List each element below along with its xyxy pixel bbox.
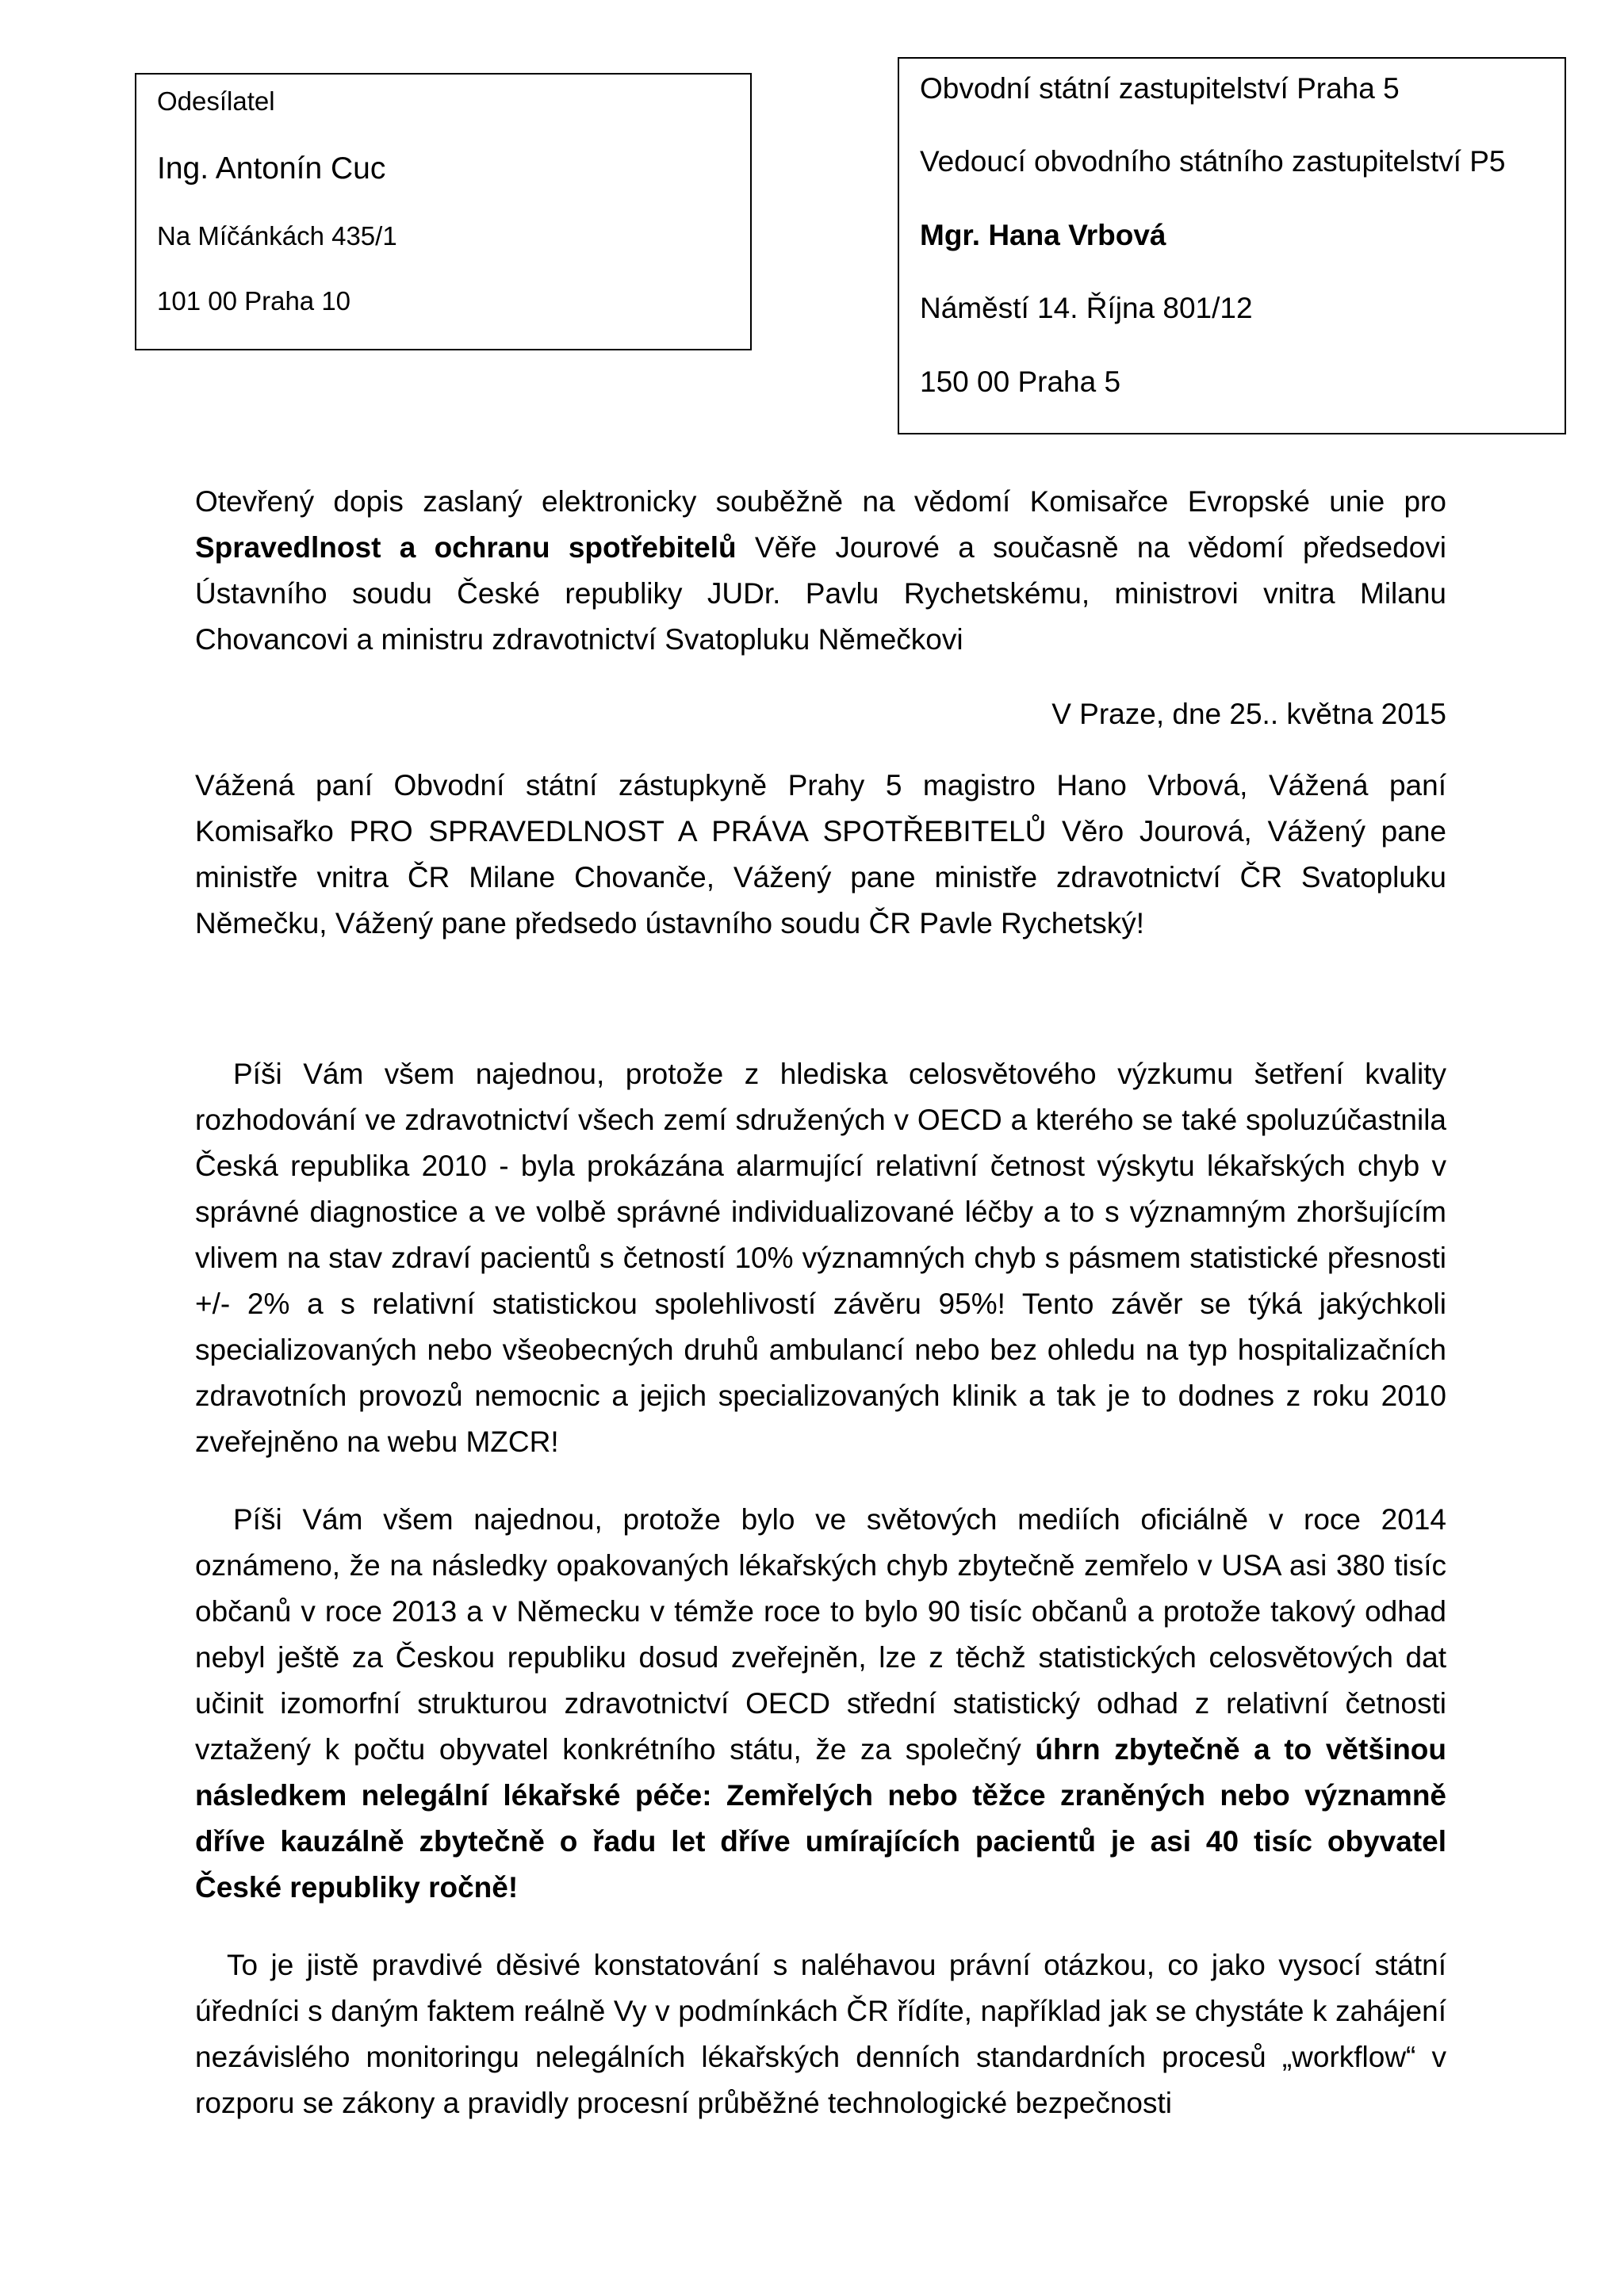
intro-paragraph — [195, 479, 1446, 663]
salutation-paragraph: Vážená paní Obvodní státní zástupkyně Prahy 5 magistro Hano Vrbová, Vážená paní Komisařko PRO SPRAVEDLNOST A PRÁVA SPOTŘEBITELŮ Věro Jourová, Vážený pane ministře vnitra ČR Milane Chovanče, Vážený pane ministře zdravotnictví ČR Svatopluku Němečku, Vážený pane předsedo ústavního soudu ČR Pavle Rychetský! — [195, 769, 1446, 939]
sender-street: Na Míčánkách 435/1 — [157, 221, 397, 251]
intro-text-end: Věře Jourové a současně na vědomí předsedovi Ústavního soudu České republiky JUDr. Pavlu Rychetskému, ministrovi vnitra Milanu Chovancovi a ministru zdravotnictví Svatopluku Němečkovi — [195, 531, 1446, 656]
intro-text-start: Otevřený dopis zaslaný elektronicky souběžně na vědomí Komisařce Evropské unie pro — [195, 485, 1446, 518]
recipient-office: Obvodní státní zastupitelství Praha 5 — [920, 72, 1400, 105]
recipient-city: 150 00 Praha 5 — [920, 365, 1121, 398]
sender-name: Ing. Antonín Cuc — [157, 151, 386, 186]
sender-city: 101 00 Praha 10 — [157, 285, 351, 316]
recipient-address-box — [898, 57, 1566, 434]
body-paragraph-2-bold-text: úhrn zbytečně a to většinou následkem nelegální lékařské péče: Zemřelých nebo těžce zraněných nebo významně dříve kauzálně zbytečně o řadu let dříve umírajících pacientů je asi 40 tisíc obyvatel České republiky ročně! — [195, 1733, 1446, 1904]
sender-heading: Odesílatel — [157, 86, 275, 116]
body-paragraph-2 — [195, 1497, 1446, 1911]
body-paragraph-1: Píši Vám všem najednou, protože z hlediska celosvětového výzkumu šetření kvality rozhodování ve zdravotnictví všech zemí sdružených v OECD a kterého se také spoluzúčastnila Česká republika 2010 - byla prokázána alarmující relativní četnost výskytu lékařských chyb v správné diagnostice a ve volbě správné individualizované léčby a to s významným zhoršujícím vlivem na stav zdraví pacientů s četností 10% významných chyb s pásmem statistické přesnosti +/- 2% a s relativní statistickou spolehlivostí závěru 95%! Tento závěr se týká jakýchkoli specializovaných nebo všeobecných druhů ambulancí nebo bez ohledu na typ hospitalizačních zdravotních provozů nemocnic a jejich specializovaných klinik a tak je to dodnes z roku 2010 zveřejněno na webu MZCR! — [195, 1058, 1446, 1458]
recipient-role: Vedoucí obvodního státního zastupitelství P5 — [920, 145, 1506, 178]
sender-address-box — [135, 73, 752, 350]
letter-date: V Praze, dne 25.. května 2015 — [1051, 698, 1446, 730]
body-paragraph-2-text: Píši Vám všem najednou, protože bylo ve světových mediích oficiálně v roce 2014 oznámeno, že na následky opakovaných lékařských chyb zbytečně zemřelo v USA asi 380 tisíc občanů v roce 2013 a v Německu v témže roce to bylo 90 tisíc občanů a protože takový odhad nebyl ještě za Českou republiku dosud zveřejněn, lze z těchž statistických celosvětových dat učinit izomorfní strukturou zdravotnictví OECD střední statistický odhad z relativní četnosti vztažený k počtu obyvatel konkrétního státu, že za společný — [195, 1503, 1446, 1766]
body-paragraph-3: To je jistě pravdivé děsivé konstatování s naléhavou právní otázkou, co jako vysocí státní úředníci s daným faktem reálně Vy v podmínkách ČR řídíte, například jak se chystáte k zahájení nezávislého monitoringu nelegálních lékařských denních standardních procesů „workflow“ v rozporu se zákony a pravidly procesní průběžné technologické bezpečnosti — [195, 1949, 1446, 2119]
recipient-street: Náměstí 14. Října 801/12 — [920, 292, 1253, 325]
intro-text-bold: Spravedlnost a ochranu spotřebitelů — [195, 531, 737, 564]
recipient-name: Mgr. Hana Vrbová — [920, 218, 1166, 251]
